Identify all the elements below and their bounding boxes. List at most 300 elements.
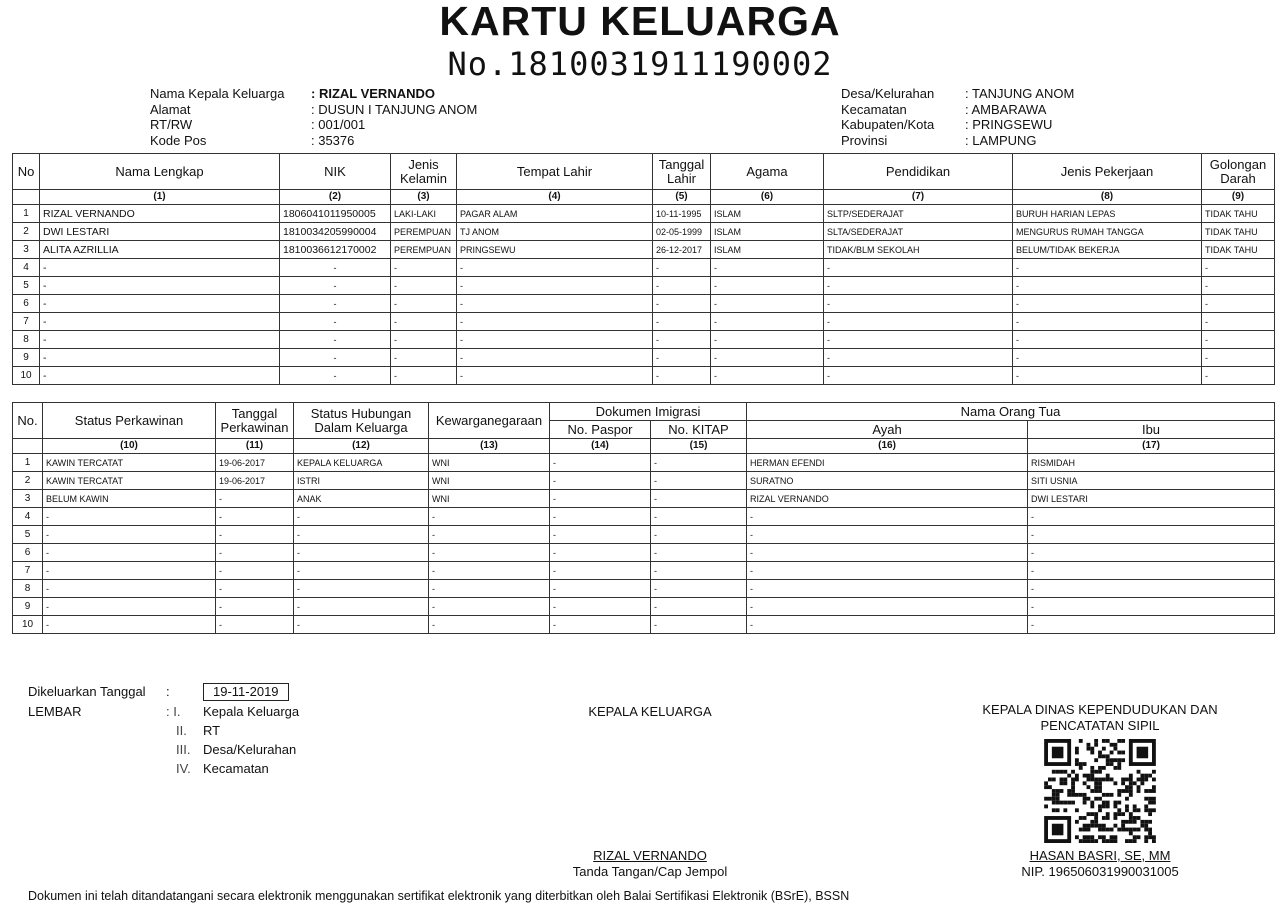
table-cell: - [651, 454, 747, 472]
table-cell: - [651, 472, 747, 490]
table-cell: - [43, 526, 216, 544]
table-cell: - [653, 349, 711, 367]
table-cell: WNI [429, 490, 550, 508]
table-cell: 7 [13, 562, 43, 580]
table-cell: - [747, 580, 1028, 598]
header-number-cell: (4) [457, 190, 653, 205]
table-cell: - [216, 580, 294, 598]
header-dokumen-imigrasi: Dokumen Imigrasi [550, 403, 747, 421]
table-cell: - [711, 277, 824, 295]
table-cell: 26-12-2017 [653, 241, 711, 259]
lembar-item [166, 721, 299, 740]
table-row [13, 331, 1275, 349]
table-cell: - [40, 367, 280, 385]
header-nama-lengkap: Nama Lengkap [40, 154, 280, 190]
table-cell: - [550, 598, 651, 616]
table-cell: - [653, 313, 711, 331]
table-row [13, 367, 1275, 385]
table-cell: HERMAN EFENDI [747, 454, 1028, 472]
table-cell: - [216, 526, 294, 544]
header-number-cell: (1) [40, 190, 280, 205]
table-cell: TIDAK TAHU [1202, 223, 1275, 241]
table-cell: PEREMPUAN [391, 223, 457, 241]
table-cell: - [1028, 508, 1275, 526]
table-cell: TIDAK TAHU [1202, 205, 1275, 223]
header-number-cell [13, 439, 43, 454]
header-no: No. [13, 403, 43, 439]
info-label: Desa/Kelurahan [841, 86, 935, 101]
table-cell: BELUM/TIDAK BEKERJA [1013, 241, 1202, 259]
lembar-list [166, 702, 299, 778]
table-cell: SITI USNIA [1028, 472, 1275, 490]
table-cell: ISLAM [711, 241, 824, 259]
table-row [13, 313, 1275, 331]
lembar-text: Desa/Kelurahan [203, 742, 297, 757]
table-cell: - [280, 259, 391, 277]
official-nip: NIP. 196506031990031005 [1021, 864, 1179, 879]
table-cell: 6 [13, 544, 43, 562]
info-value: : DUSUN I TANJUNG ANOM [311, 101, 478, 117]
table-cell: - [294, 616, 429, 634]
table-row [13, 562, 1275, 580]
header-jenis-kelamin: Jenis Kelamin [391, 154, 457, 190]
official-name: HASAN BASRI, SE, MM [1029, 848, 1171, 863]
table-cell: - [824, 313, 1013, 331]
info-row [150, 86, 477, 102]
table-cell: - [651, 544, 747, 562]
header-tempat-lahir: Tempat Lahir [457, 154, 653, 190]
table-cell: 1 [13, 205, 40, 223]
table-cell: - [40, 277, 280, 295]
table-cell: 2 [13, 223, 40, 241]
header-tanggal-lahir: Tanggal Lahir [653, 154, 711, 190]
table-cell: 7 [13, 313, 40, 331]
table-cell: - [429, 544, 550, 562]
lembar-num: II. [176, 723, 187, 738]
info-value: : AMBARAWA [965, 101, 1047, 117]
table-cell: - [550, 454, 651, 472]
lembar-num: : I. [166, 704, 181, 719]
official-title-line: PENCATATAN SIPIL [1040, 718, 1160, 733]
table-cell: - [550, 508, 651, 526]
table-cell: - [40, 331, 280, 349]
info-label: Nama Kepala Keluarga [150, 86, 285, 101]
header-tanggal-perkawinan: Tanggal Perkawinan [216, 403, 294, 439]
info-label: Kode Pos [150, 132, 207, 148]
table-cell: - [457, 349, 653, 367]
table-row [13, 580, 1275, 598]
table-cell: - [43, 580, 216, 598]
table-row [13, 526, 1275, 544]
table-cell: - [550, 544, 651, 562]
info-value: : 001/001 [311, 117, 366, 132]
document-title: KARTU KELUARGA [439, 0, 841, 44]
table-cell: - [824, 259, 1013, 277]
header-status-perkawinan: Status Perkawinan [43, 403, 216, 439]
info-value: : LAMPUNG [965, 132, 1037, 148]
table-row [13, 598, 1275, 616]
table-cell: KEPALA KELUARGA [294, 454, 429, 472]
table-cell: - [429, 508, 550, 526]
table-cell: - [1202, 331, 1275, 349]
table-row [13, 277, 1275, 295]
info-label: Provinsi [841, 132, 888, 148]
table-cell: 8 [13, 331, 40, 349]
header-no-paspor: No. Paspor [550, 421, 651, 439]
info-row [841, 133, 1074, 149]
table-cell: 02-05-1999 [653, 223, 711, 241]
info-row [841, 102, 1074, 118]
table-cell: - [653, 277, 711, 295]
table-cell: 3 [13, 490, 43, 508]
lembar-item [166, 740, 299, 759]
table-cell: BURUH HARIAN LEPAS [1013, 205, 1202, 223]
info-label: Kabupaten/Kota [841, 117, 935, 132]
table-cell: DWI LESTARI [1028, 490, 1275, 508]
table-cell: 4 [13, 259, 40, 277]
table-row [13, 259, 1275, 277]
lembar-label: LEMBAR [28, 704, 82, 719]
table-cell: ISLAM [711, 223, 824, 241]
table-cell: - [216, 562, 294, 580]
table-cell: RISMIDAH [1028, 454, 1275, 472]
table-cell: - [711, 259, 824, 277]
table-cell: - [216, 508, 294, 526]
table-cell: LAKI-LAKI [391, 205, 457, 223]
table-cell: - [43, 598, 216, 616]
table-cell: - [550, 526, 651, 544]
header-number-cell [13, 190, 40, 205]
table-cell: WNI [429, 454, 550, 472]
table-cell: - [1013, 259, 1202, 277]
table-cell: ISLAM [711, 205, 824, 223]
table-cell: - [457, 331, 653, 349]
table-cell: - [1028, 562, 1275, 580]
table-cell: - [550, 580, 651, 598]
table-cell: 4 [13, 508, 43, 526]
table-cell: ALITA AZRILLIA [40, 241, 280, 259]
table-row [13, 544, 1275, 562]
table-cell: 9 [13, 598, 43, 616]
table-cell: 5 [13, 277, 40, 295]
info-label: Alamat [150, 101, 191, 117]
table-cell: PAGAR ALAM [457, 205, 653, 223]
table-row [13, 490, 1275, 508]
official-title [940, 702, 1260, 734]
family-members-table [12, 153, 1275, 385]
table-cell: - [216, 490, 294, 508]
table-cell: - [1202, 313, 1275, 331]
table-cell: - [550, 562, 651, 580]
table-row [13, 241, 1275, 259]
info-label: Kecamatan [841, 101, 907, 117]
header-kewarganegaraan: Kewarganegaraan [429, 403, 550, 439]
table-cell: TIDAK/BLM SEKOLAH [824, 241, 1013, 259]
header-number-cell: (16) [747, 439, 1028, 454]
table-cell: - [391, 295, 457, 313]
table-cell: - [216, 598, 294, 616]
table-cell: 5 [13, 526, 43, 544]
table-row [13, 472, 1275, 490]
table-cell: - [1028, 526, 1275, 544]
info-row [150, 102, 477, 118]
table-cell: - [1028, 544, 1275, 562]
table-cell: - [429, 598, 550, 616]
table-cell: - [1202, 367, 1275, 385]
table-cell: - [280, 295, 391, 313]
table-cell: MENGURUS RUMAH TANGGA [1013, 223, 1202, 241]
info-value: : PRINGSEWU [965, 117, 1053, 132]
e-signature-disclaimer: Dokumen ini telah ditandatangani secara elektronik menggunakan sertifikat elektronik yang diterbitkan oleh Balai Sertifikasi Elektronik (BSrE), BSSN [28, 889, 850, 903]
table-cell: - [651, 616, 747, 634]
table-cell: - [711, 295, 824, 313]
table-cell: - [747, 526, 1028, 544]
table-cell: 10-11-1995 [653, 205, 711, 223]
table-cell: - [1013, 277, 1202, 295]
lembar-text: Kecamatan [203, 761, 269, 776]
table-cell: - [391, 259, 457, 277]
header-agama: Agama [711, 154, 824, 190]
table-cell: TIDAK TAHU [1202, 241, 1275, 259]
header-number-cell: (5) [653, 190, 711, 205]
official-title-line: KEPALA DINAS KEPENDUDUKAN DAN [982, 702, 1218, 717]
table-cell: 6 [13, 295, 40, 313]
table-cell: - [824, 277, 1013, 295]
table-cell: - [653, 367, 711, 385]
header-jenis-pekerjaan: Jenis Pekerjaan [1013, 154, 1202, 190]
table-cell: - [711, 331, 824, 349]
table-cell: - [747, 508, 1028, 526]
info-row [841, 117, 1074, 133]
info-value: : 35376 [311, 132, 355, 148]
header-number-cell: (14) [550, 439, 651, 454]
table-cell: 10 [13, 616, 43, 634]
table-cell: - [1013, 313, 1202, 331]
table-cell: 19-06-2017 [216, 472, 294, 490]
table-cell: 1810036612170002 [280, 241, 391, 259]
table-cell: - [294, 544, 429, 562]
table-cell: SLTA/SEDERAJAT [824, 223, 1013, 241]
table-cell: - [391, 367, 457, 385]
table-cell: ANAK [294, 490, 429, 508]
header-number-cell: (11) [216, 439, 294, 454]
civil-status-table [12, 402, 1275, 634]
table-cell: - [711, 367, 824, 385]
table-cell: - [457, 295, 653, 313]
qr-code-icon [1043, 739, 1157, 843]
table-cell: ISTRI [294, 472, 429, 490]
table-cell: - [1202, 277, 1275, 295]
table-cell: - [824, 331, 1013, 349]
table-cell: - [651, 598, 747, 616]
signature-caption: Tanda Tangan/Cap Jempol [572, 864, 728, 879]
table-cell: - [457, 259, 653, 277]
header-number-cell: (2) [280, 190, 391, 205]
table-cell: - [1202, 295, 1275, 313]
table-cell: - [280, 367, 391, 385]
table-cell: 9 [13, 349, 40, 367]
table-cell: - [429, 526, 550, 544]
table-cell: - [40, 295, 280, 313]
table-cell: - [457, 277, 653, 295]
table-cell: 1806041011950005 [280, 205, 391, 223]
table-cell: 8 [13, 580, 43, 598]
table-cell: 19-06-2017 [216, 454, 294, 472]
header-number-cell: (3) [391, 190, 457, 205]
table-cell: RIZAL VERNANDO [40, 205, 280, 223]
table-cell: - [1028, 598, 1275, 616]
table-cell: - [824, 295, 1013, 313]
header-number-cell: (13) [429, 439, 550, 454]
table-cell: KAWIN TERCATAT [43, 472, 216, 490]
table-row [13, 205, 1275, 223]
header-number-cell: (8) [1013, 190, 1202, 205]
document-number: No.1810031911190002 [447, 45, 833, 83]
table-cell: - [1013, 367, 1202, 385]
table-cell: - [43, 508, 216, 526]
header-ibu: Ibu [1028, 421, 1275, 439]
header-no: No [13, 154, 40, 190]
table-cell: - [280, 313, 391, 331]
info-row [150, 117, 477, 133]
table-cell: DWI LESTARI [40, 223, 280, 241]
table-cell: - [43, 544, 216, 562]
header-number-cell: (6) [711, 190, 824, 205]
lembar-item [166, 759, 299, 778]
table-cell: - [280, 349, 391, 367]
table-cell: - [550, 616, 651, 634]
table-cell: - [216, 544, 294, 562]
table-cell: - [1202, 349, 1275, 367]
head-of-family-name: RIZAL VERNANDO [593, 848, 707, 863]
table-cell: - [294, 526, 429, 544]
header-no-kitap: No. KITAP [651, 421, 747, 439]
issued-date-row [28, 682, 289, 701]
table-cell: - [1028, 580, 1275, 598]
info-value: : RIZAL VERNANDO [311, 86, 435, 101]
issued-label: Dikeluarkan Tanggal [28, 684, 146, 699]
header-nik: NIK [280, 154, 391, 190]
table-cell: BELUM KAWIN [43, 490, 216, 508]
table-cell: - [391, 349, 457, 367]
table-cell: 10 [13, 367, 40, 385]
table-cell: - [653, 259, 711, 277]
table-cell: 1 [13, 454, 43, 472]
table-cell: TJ ANOM [457, 223, 653, 241]
table-cell: SURATNO [747, 472, 1028, 490]
table-cell: - [429, 562, 550, 580]
issued-colon: : [166, 684, 170, 699]
table-row [13, 616, 1275, 634]
table-row [13, 295, 1275, 313]
table-cell: - [711, 313, 824, 331]
table-cell: - [280, 331, 391, 349]
table-cell: - [40, 259, 280, 277]
lembar-text: Kepala Keluarga [203, 704, 300, 719]
header-pendidikan: Pendidikan [824, 154, 1013, 190]
table-cell: - [457, 313, 653, 331]
table-cell: - [40, 349, 280, 367]
table-cell: - [651, 562, 747, 580]
table-cell: - [651, 526, 747, 544]
table-row [13, 349, 1275, 367]
table-cell: - [824, 367, 1013, 385]
table-cell: - [216, 616, 294, 634]
table-cell: WNI [429, 472, 550, 490]
table-cell: - [1013, 331, 1202, 349]
table-row [13, 454, 1275, 472]
header-info-left [150, 86, 477, 148]
table-cell: 3 [13, 241, 40, 259]
table-cell: - [747, 616, 1028, 634]
header-number-cell: (15) [651, 439, 747, 454]
table-cell: SLTP/SEDERAJAT [824, 205, 1013, 223]
table-row [13, 508, 1275, 526]
table-cell: KAWIN TERCATAT [43, 454, 216, 472]
table-cell: - [294, 580, 429, 598]
info-row [150, 133, 477, 149]
table-cell: - [1013, 295, 1202, 313]
table-cell: - [1028, 616, 1275, 634]
table-cell: - [747, 562, 1028, 580]
lembar-item [166, 702, 299, 721]
table-cell: - [651, 580, 747, 598]
table-cell: - [391, 277, 457, 295]
table-cell: - [653, 295, 711, 313]
head-of-family-title: KEPALA KELUARGA [588, 704, 712, 719]
lembar-num: IV. [176, 761, 191, 776]
header-number-cell: (12) [294, 439, 429, 454]
info-label: RT/RW [150, 117, 193, 132]
table-cell: - [429, 616, 550, 634]
table-row [13, 223, 1275, 241]
table-cell: PEREMPUAN [391, 241, 457, 259]
header-number-cell: (10) [43, 439, 216, 454]
header-number-cell: (17) [1028, 439, 1275, 454]
info-value: : TANJUNG ANOM [965, 86, 1075, 101]
info-row [841, 86, 1074, 102]
table-cell: - [391, 331, 457, 349]
table-cell: - [294, 598, 429, 616]
table-cell: - [1202, 259, 1275, 277]
table-cell: - [651, 508, 747, 526]
table-cell: - [711, 349, 824, 367]
table-cell: - [1013, 349, 1202, 367]
table-cell: 1810034205990004 [280, 223, 391, 241]
table-cell: 2 [13, 472, 43, 490]
header-number-cell: (9) [1202, 190, 1275, 205]
lembar-num: III. [176, 742, 191, 757]
table-cell: - [391, 313, 457, 331]
lembar-text: RT [203, 723, 221, 738]
table-cell: - [40, 313, 280, 331]
table-cell: - [294, 562, 429, 580]
table-cell: - [294, 508, 429, 526]
table-cell: RIZAL VERNANDO [747, 490, 1028, 508]
table-cell: - [43, 562, 216, 580]
table-cell: - [747, 544, 1028, 562]
table-cell: - [824, 349, 1013, 367]
table-cell: - [457, 367, 653, 385]
header-number-cell: (7) [824, 190, 1013, 205]
header-status-hubungan: Status Hubungan Dalam Keluarga [294, 403, 429, 439]
table-cell: PRINGSEWU [457, 241, 653, 259]
table-cell: - [429, 580, 550, 598]
header-nama-orang-tua: Nama Orang Tua [747, 403, 1275, 421]
issued-date: 19-11-2019 [203, 683, 289, 701]
header-golongan-darah: Golongan Darah [1202, 154, 1275, 190]
table-cell: - [747, 598, 1028, 616]
